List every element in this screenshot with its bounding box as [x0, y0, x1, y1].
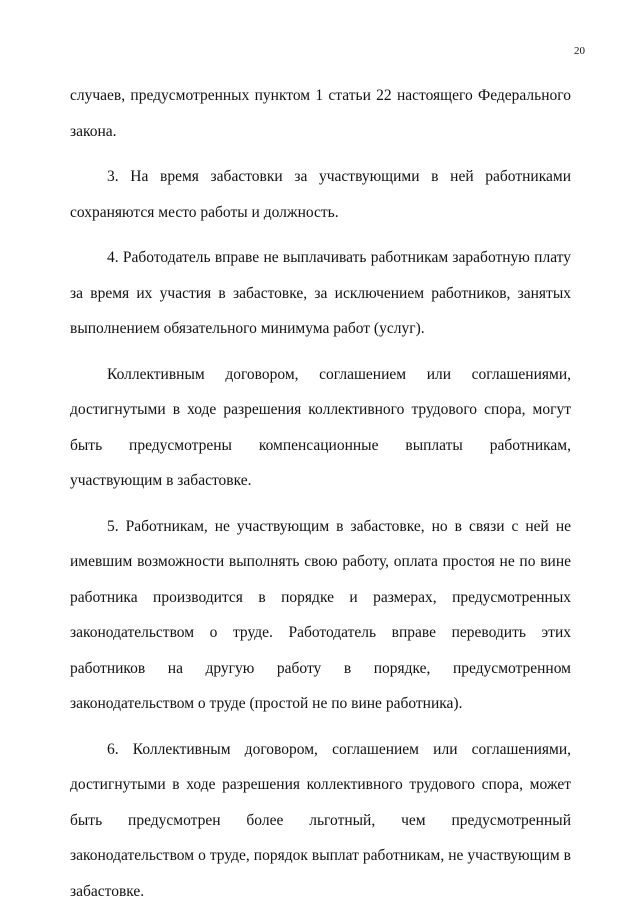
paragraph-collective-agreement: Коллективным договором, соглашением или соглашениями, достигнутыми в ходе разрешения коллективного трудового спора, могут быть предусмотрены компенсационные выплаты работникам, участвующим в забастовке.: [70, 365, 571, 489]
paragraph-item-3: 3. На время забастовки за участвующими в ней работниками сохраняются место работы и должность.: [70, 168, 571, 221]
document-body: [70, 78, 571, 919]
paragraph-item-6: 6. Коллективным договором, соглашением или соглашениями, достигнутыми в ходе разрешения коллективного трудового спора, может быть предусмотрен более льготный, чем предусмотренный законодательством о труде, порядок выплат работникам, не участвующим в забастовке.: [70, 740, 571, 900]
paragraph-item-5: 5. Работникам, не участвующим в забастовке, но в связи с ней не имевшим возможности выполнять свою работу, оплата простоя не по вине работника производится в порядке и размерах, предусмотренных законодательством о труде. Работодатель вправе переводить этих работников на другую работу в порядке, предусмотренном законодательством о труде (простой не по вине работника).: [70, 517, 571, 712]
paragraph-item-4: 4. Работодатель вправе не выплачивать работникам заработную плату за время их участия в забастовке, за исключением работников, занятых выполнением обязательного минимума работ (услуг).: [70, 249, 571, 337]
paragraph-continuation: случаев, предусмотренных пунктом 1 статьи 22 настоящего Федерального закона.: [70, 87, 571, 140]
page-number: 20: [574, 45, 585, 57]
